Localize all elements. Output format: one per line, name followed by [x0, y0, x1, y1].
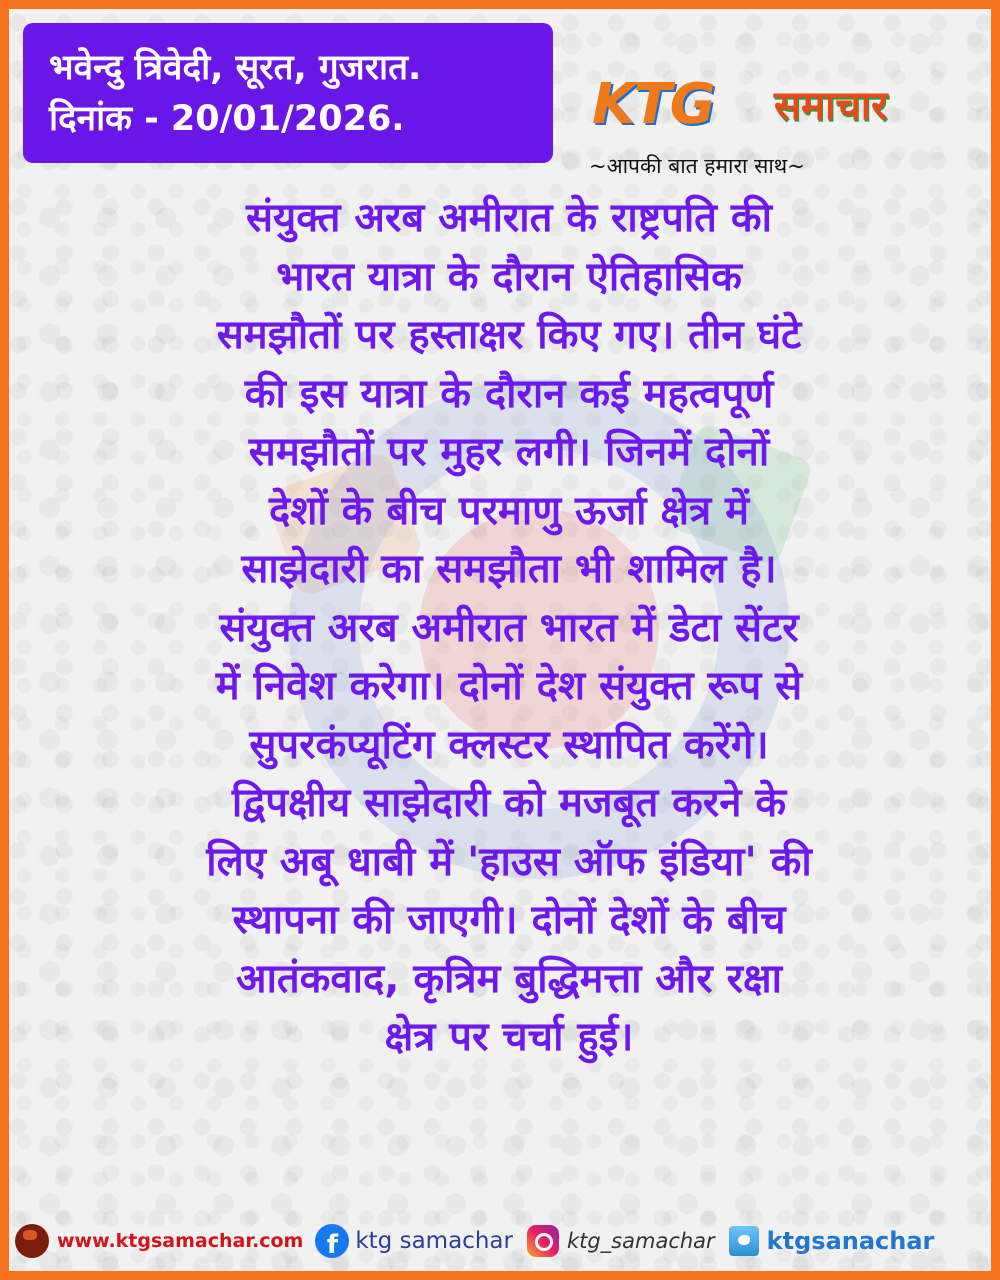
article-line: समझौतों पर मुहर लगी। जिनमें दोनों — [248, 429, 770, 475]
article-line: सुपरकंप्यूटिंग क्लस्टर स्थापित करेंगे। — [249, 721, 769, 768]
article-body — [34, 189, 984, 1067]
instagram-link[interactable]: ktg_samachar — [566, 1229, 715, 1253]
logo-name: समाचार — [774, 83, 888, 129]
article-line: क्षेत्र पर चर्चा हुई। — [384, 1014, 634, 1060]
article-line: आतंकवाद, कृत्रिम बुद्धिमत्ता और रक्षा — [236, 955, 782, 1002]
social-footer — [9, 1211, 991, 1271]
twitter-link[interactable]: ktgsanachar — [766, 1227, 935, 1255]
logo-brand: KTG — [592, 72, 714, 137]
globe-icon — [15, 1224, 49, 1258]
article-line: साझेदारी का समझौता भी शामिल है। — [241, 546, 777, 592]
article-line: द्विपक्षीय साझेदारी को मजबूत करने के — [231, 780, 787, 826]
author-line: भवेन्दु त्रिवेदी, सूरत, गुजरात. — [49, 48, 422, 88]
article-line: में निवेश करेगा। दोनों देश संयुक्त रूप से — [215, 663, 803, 709]
article-line: की इस यात्रा के दौरान कई महत्वपूर्ण — [244, 370, 774, 417]
date-line: दिनांक - 20/01/2026. — [49, 99, 405, 139]
article-line: भारत यात्रा के दौरान ऐतिहासिक — [276, 253, 742, 300]
article-line: देशों के बीच परमाणु ऊर्जा क्षेत्र में — [268, 487, 750, 534]
poster-frame — [9, 9, 991, 1271]
article-line: संयुक्त अरब अमीरात के राष्ट्रपति की — [246, 195, 772, 241]
article-line: लिए अबू धाबी में 'हाउस ऑफ इंडिया' की — [206, 838, 812, 885]
byline-box — [23, 23, 553, 163]
logo-tagline: ~आपकी बात हमारा साथ~ — [589, 154, 805, 178]
facebook-link[interactable]: ktg samachar — [355, 1228, 513, 1254]
website-link[interactable]: www.ktgsamachar.com — [57, 1230, 304, 1252]
article-line: समझौतों पर हस्ताक्षर किए गए। तीन घंटे — [216, 312, 802, 358]
article-line: स्थापना की जाएगी। दोनों देशों के बीच — [232, 897, 786, 943]
ktg-logo — [584, 64, 954, 184]
instagram-icon[interactable] — [527, 1225, 559, 1257]
facebook-icon[interactable]: f — [315, 1224, 349, 1258]
twitter-icon[interactable] — [729, 1226, 759, 1256]
article-line: संयुक्त अरब अमीरात भारत में डेटा सेंटर — [219, 604, 799, 651]
